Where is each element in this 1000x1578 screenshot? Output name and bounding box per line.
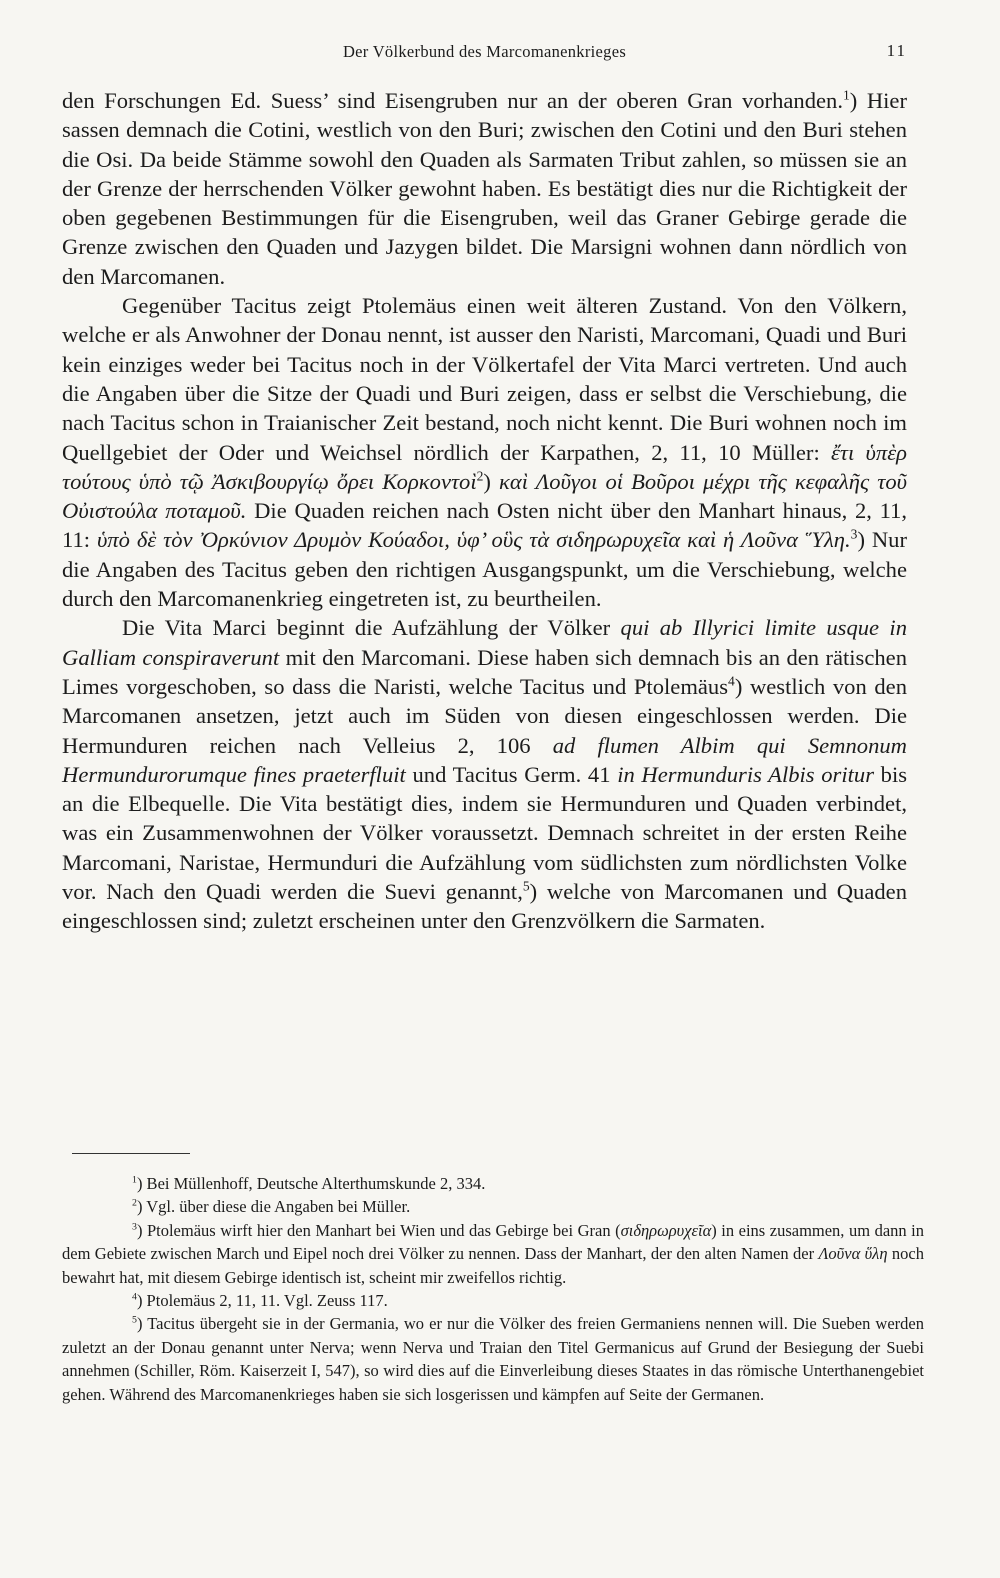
footnote-fn4 [62,1289,924,1312]
italic-text: καὶ Λοῦγοι οἱ Βοῦροι μέχρι τῆς κεφαλῆς τοῦ Οὐιστούλα ποταμοῦ. [62,468,907,524]
text-run: ) welche von Marcomanen und Quaden eingeschlossen sind; zuletzt erscheinen unter den Grenzvölkern die Sarmaten. [62,879,907,934]
body-text [62,86,907,936]
text-run: ) in eins zusammen, um dann in dem Gebiete zwischen March und Eipel noch drei Völker zu nennen. Dass der Manhart, der den alten Namen der [62,1220,924,1264]
text-run: mit den Marcomani. Diese haben sich demnach bis an den rätischen Limes vorgeschoben, so dass die Naristi, welche Tacitus und Ptolemäus [62,644,907,699]
text-run: ) Vgl. über diese die Angaben bei Müller. [136,1197,411,1217]
italic-text: qui ab Illyrici limite usque in Galliam conspiraverunt [62,615,907,670]
footnote-fn3 [62,1219,924,1289]
text-run: noch bewahrt hat, mit diesem Gebirge identisch ist, scheint mir zweifellos richtig. [62,1244,924,1287]
footnote-fn2 [62,1195,924,1218]
footnote-divider [72,1153,190,1154]
text-run: Die Quaden reichen nach Osten nicht über den Manhart hinaus, 2, 11, 11: [62,498,907,553]
italic-text: in Hermunduris Albis oritur [617,761,874,787]
italic-text: ὑπὸ δὲ τὸν Ὀρκύνιον Δρυμὸν Κούαδοι, ὑφ’ οὓς τὰ σιδηρωρυχεῖα καὶ ἡ Λοῦνα Ὕλη. [96,527,851,553]
footnote-fn5 [62,1312,924,1406]
text-run: ) westlich von den Marcomanen ansetzen, jetzt auch im Süden von diesen eingeschlossen werden. Die Hermunduren reichen nach Velleius 2, 106 [62,673,907,758]
italic-text: ad flumen Albim qui Semnonum Hermundurorumque fines praeterfluit [62,732,907,787]
footnotes [62,1172,924,1406]
text-run: bis an die Elbequelle. Die Vita bestätigt dies, indem sie Hermunduren und Quaden verbindet, was ein Zusammenwohnen der Völker voraussetzt. Demnach schreitet in der ersten Reihe Marcomani, Naristae, Hermunduri die Aufzählung vom südlichsten zum nördlichsten Volke vor. Nach den Quadi werden die Suevi genannt, [62,761,908,905]
footnote-fn1 [62,1172,924,1195]
italic-text: ἔτι ὑπὲρ τούτους ὑπὸ τῷ Ἀσκιβουργίῳ ὄρει Κορκοντοὶ [62,439,907,494]
text-run: Die Vita Marci beginnt die Aufzählung der Völker [122,615,621,641]
text-run: ) Bei Müllenhoff, Deutsche Alterthumskunde 2, 334. [136,1174,486,1193]
footnote-marker: 3 [850,526,858,542]
text-run: ) Hier sassen demnach die Cotini, westlich von den Buri; zwischen den Cotini und den Buri stehen die Osi. Da beide Stämme sowohl den Quaden als Sarmaten Tribut zahlen, so müssen sie an der Grenze der herrschenden Völker gewohnt haben. Es bestätigt dies nur die Richtigkeit der oben gegebenen Bestimmungen für die Eisengruben, weil das Graner Gebirge gerade die Grenze zwischen den Quaden und Jazygen bildet. Die Marsigni wohnen dann nördlich von den Marcomanen. [62,88,907,289]
text-run: den Forschungen Ed. Suess’ sind Eisengruben nur an der oberen Gran vorhanden. [62,88,843,113]
italic-text: σιδηρωρυχεῖα [620,1220,712,1240]
text-run: und Tacitus Germ. 41 [405,761,618,787]
footnote-marker: 4 [132,1291,137,1303]
footnote-marker: 5 [132,1314,137,1326]
footnote-marker: 3 [132,1221,137,1233]
text-run: ) Ptolemäus 2, 11, 11. Vgl. Zeuss 117. [136,1291,388,1311]
text-run: ) Ptolemäus wirft hier den Manhart bei Wien und das Gebirge bei Gran ( [136,1220,621,1240]
footnote-marker: 2 [476,468,484,484]
footnote-marker: 5 [522,878,530,894]
text-run: Gegenüber Tacitus zeigt Ptolemäus einen weit älteren Zustand. Von den Völkern, welche er als Anwohner der Donau nennt, ist ausser den Naristi, Marcomani, Quadi und Buri kein einziges weder bei Tacitus noch in der Völkertafel der Vita Marci vertreten. Und auch die Angaben über die Sitze der Quadi und Buri zeigen, dass er selbst die Verschiebung, die nach Tacitus schon in Traianischer Zeit bestand, noch nicht kennt. Die Buri wohnen noch im Quellgebiet der Oder und Weichsel nördlich der Karpathen, 2, 11, 10 Müller: [62,293,907,465]
footnote-marker: 4 [728,673,735,689]
text-run: ) [483,468,499,494]
italic-text: Λοῦνα ὕλη [818,1244,888,1264]
footnote-marker: 1 [132,1174,137,1186]
page-number: 11 [886,41,907,60]
paragraph-p2 [62,291,907,613]
footnote-marker: 1 [842,87,850,103]
paragraph-p3 [62,613,907,935]
paragraph-p1 [62,86,907,291]
running-title: Der Völkerbund des Marcomanenkrieges [342,42,627,61]
text-run: ) Nur die Angaben des Tacitus geben den richtigen Ausgangspunkt, um die Verschiebung, welche durch den Marcomanenkrieg eingetreten ist, zu beurtheilen. [62,527,907,612]
text-run: ) Tacitus übergeht sie in der Germania, wo er nur die Völker des freien Germaniens nennen will. Die Sueben werden zuletzt an der Donau genannt unter Nerva; wenn Nerva und Traian den Titel Germanicus auf Grund der Besiegung der Suebi annehmen (Schiller, Röm. Kaiserzeit I, 547), so wird dies auf die Einverleibung dieses Staates in das römische Unterthanengebiet gehen. Während des Marcomanenkrieges haben sie sich losgerissen und kämpfen auf Seite der Germanen. [62,1314,924,1404]
footnote-marker: 2 [132,1197,137,1209]
